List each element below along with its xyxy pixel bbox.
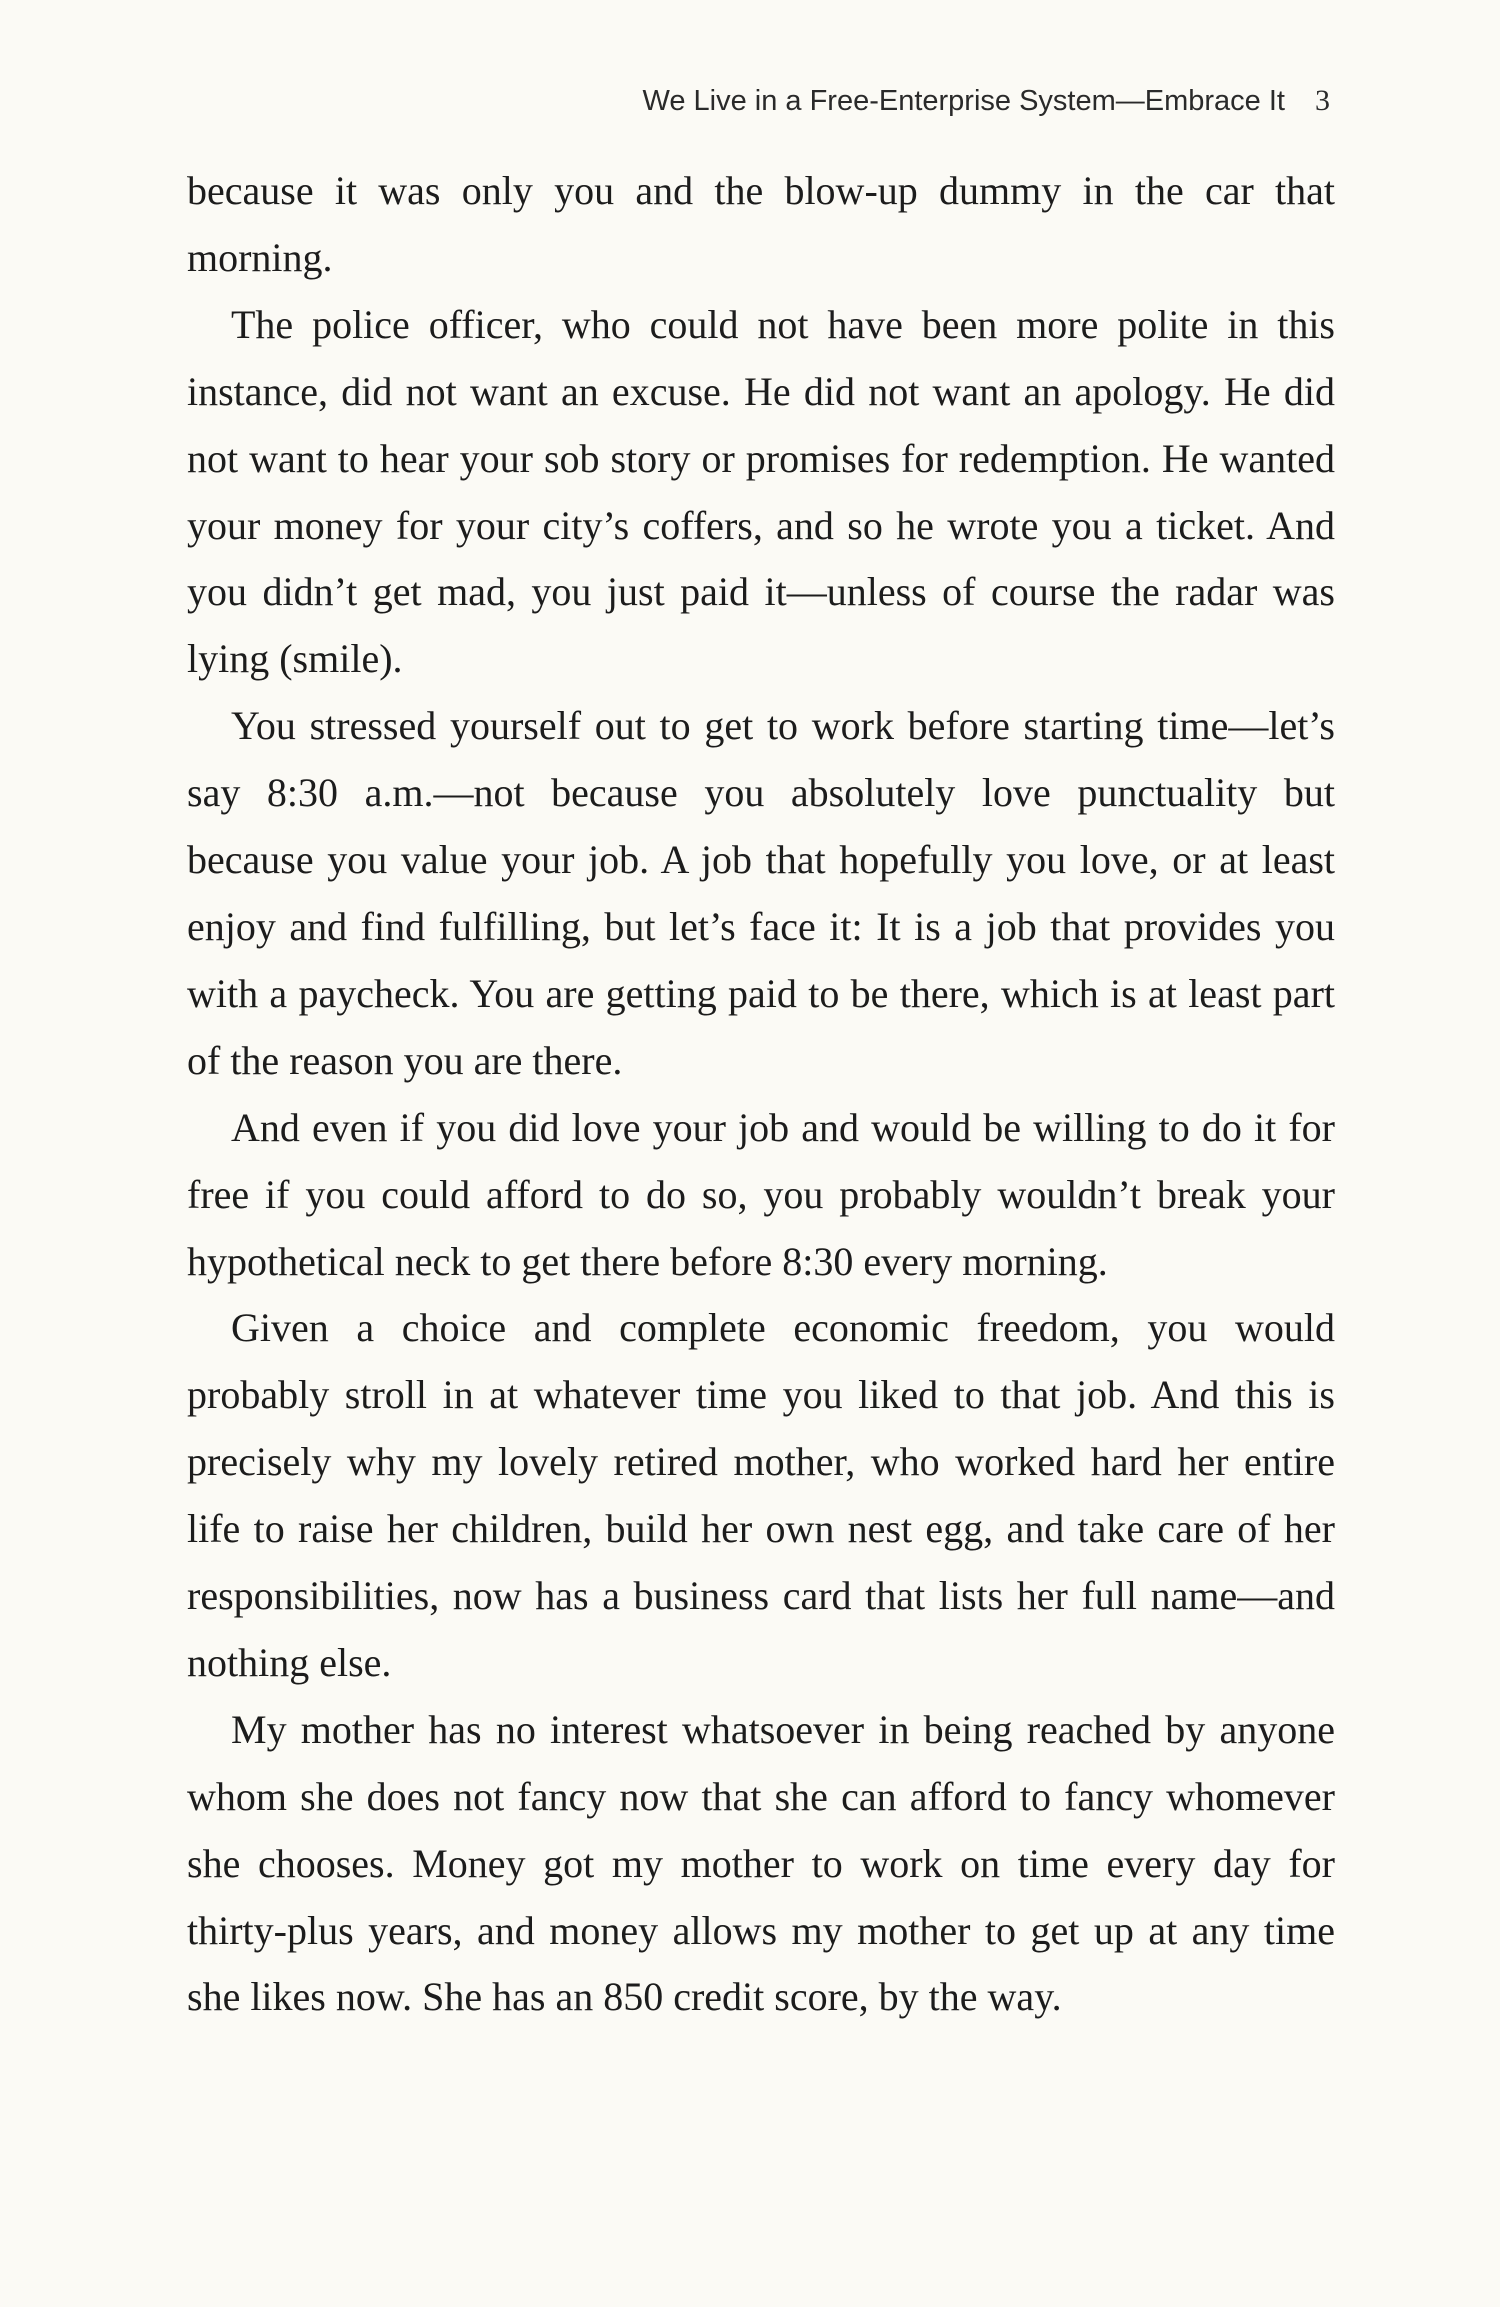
paragraph: My mother has no interest whatsoever in being reached by anyone whom she does not fancy now that she can afford to fancy whomever she chooses. Money got my mother to work on time every day for thirty-plus years, and money allows my mother to get up at any time she likes now. She has an 850 credit score, by the way. bbox=[187, 1706, 1335, 2020]
running-head bbox=[642, 84, 1330, 118]
running-head-title: We Live in a Free-Enterprise System—Embrace It bbox=[642, 85, 1285, 117]
paragraph: The police officer, who could not have been more polite in this instance, did not want an excuse. He did not want an apology. He did not want to hear your sob story or promises for redemption. He wanted your money for your city’s coffers, and so he wrote you a ticket. And you didn’t get mad, you just paid it—unless of course the radar was lying (smile). bbox=[187, 301, 1335, 682]
body-text bbox=[187, 158, 1335, 2031]
paragraph: Given a choice and complete economic freedom, you would probably stroll in at whatever time you liked to that job. And this is precisely why my lovely retired mother, who worked hard her entire life to raise her children, build her own nest egg, and take care of her responsibilities, now has a business card that lists her full name—and nothing else. bbox=[187, 1305, 1335, 1685]
page-number: 3 bbox=[1315, 84, 1330, 117]
paragraph: You stressed yourself out to get to work before starting time—let’s say 8:30 a.m.—not because you absolutely love punctuality but because you value your job. A job that hopefully you love, or at least enjoy and find fulfilling, but let’s face it: It is a job that provides you with a paycheck. You are getting paid to be there, which is at least part of the reason you are there. bbox=[187, 703, 1335, 1083]
paragraph-continued: because it was only you and the blow-up dummy in the car that morning. bbox=[187, 168, 1335, 280]
paragraph: And even if you did love your job and would be willing to do it for free if you could afford to do so, you probably wouldn’t break your hypothetical neck to get there before 8:30 every morning. bbox=[187, 1104, 1335, 1284]
